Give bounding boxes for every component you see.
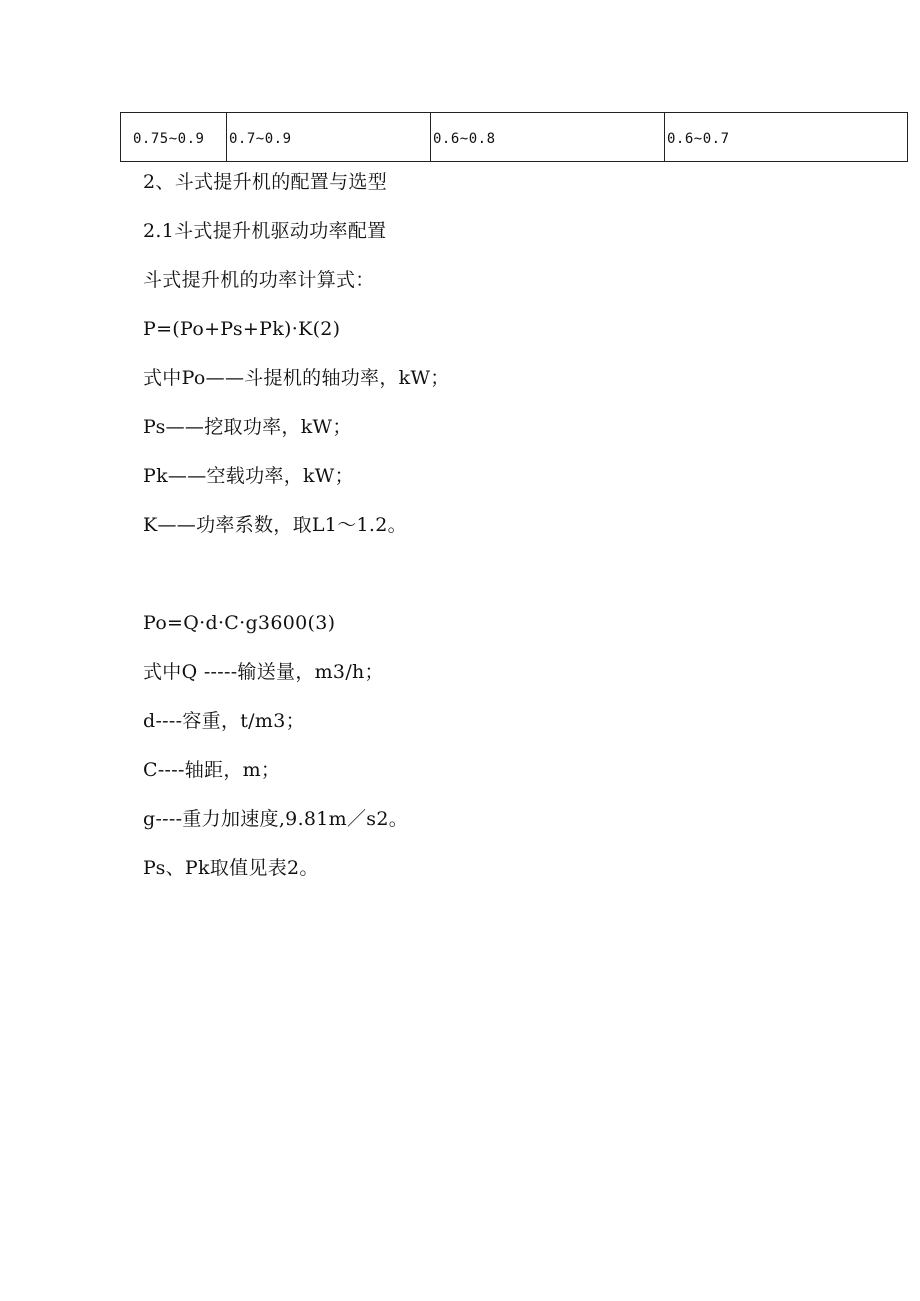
definition-ps: Ps——挖取功率，kW； (143, 416, 352, 438)
section-heading: 2、斗式提升机的配置与选型 (143, 171, 387, 193)
paragraph: 斗式提升机的功率计算式： (143, 269, 375, 291)
blank-line (143, 562, 883, 586)
definition-g: g----重力加速度,9.81m／s2。 (143, 808, 409, 830)
coefficient-table-fragment (120, 112, 907, 162)
definition-po: 式中Po——斗提机的轴功率，kW； (143, 367, 450, 389)
definition-pk: Pk——空载功率，kW； (143, 465, 354, 487)
table-cell: 0.75~0.9 (121, 113, 227, 162)
coefficient-table (120, 112, 908, 162)
table-row (121, 113, 908, 162)
subsection-heading: 2.1斗式提升机驱动功率配置 (143, 220, 387, 242)
definition-q: 式中Q -----输送量，m3/h； (143, 661, 384, 683)
formula-power: P=(Po+Ps+Pk)·K(2) (143, 318, 341, 340)
table-cell: 0.6~0.8 (431, 113, 665, 162)
definition-c: C----轴距，m； (143, 759, 281, 781)
definition-k: K——功率系数，取L1～1.2。 (143, 514, 407, 536)
table-cell: 0.7~0.9 (227, 113, 431, 162)
formula-shaft-power: Po=Q·d·C·g3600(3) (143, 612, 336, 634)
table-cell: 0.6~0.7 (665, 113, 908, 162)
definition-d: d----容重，t/m3； (143, 710, 305, 732)
document-body (143, 170, 883, 905)
table-reference: Ps、Pk取值见表2。 (143, 857, 319, 879)
